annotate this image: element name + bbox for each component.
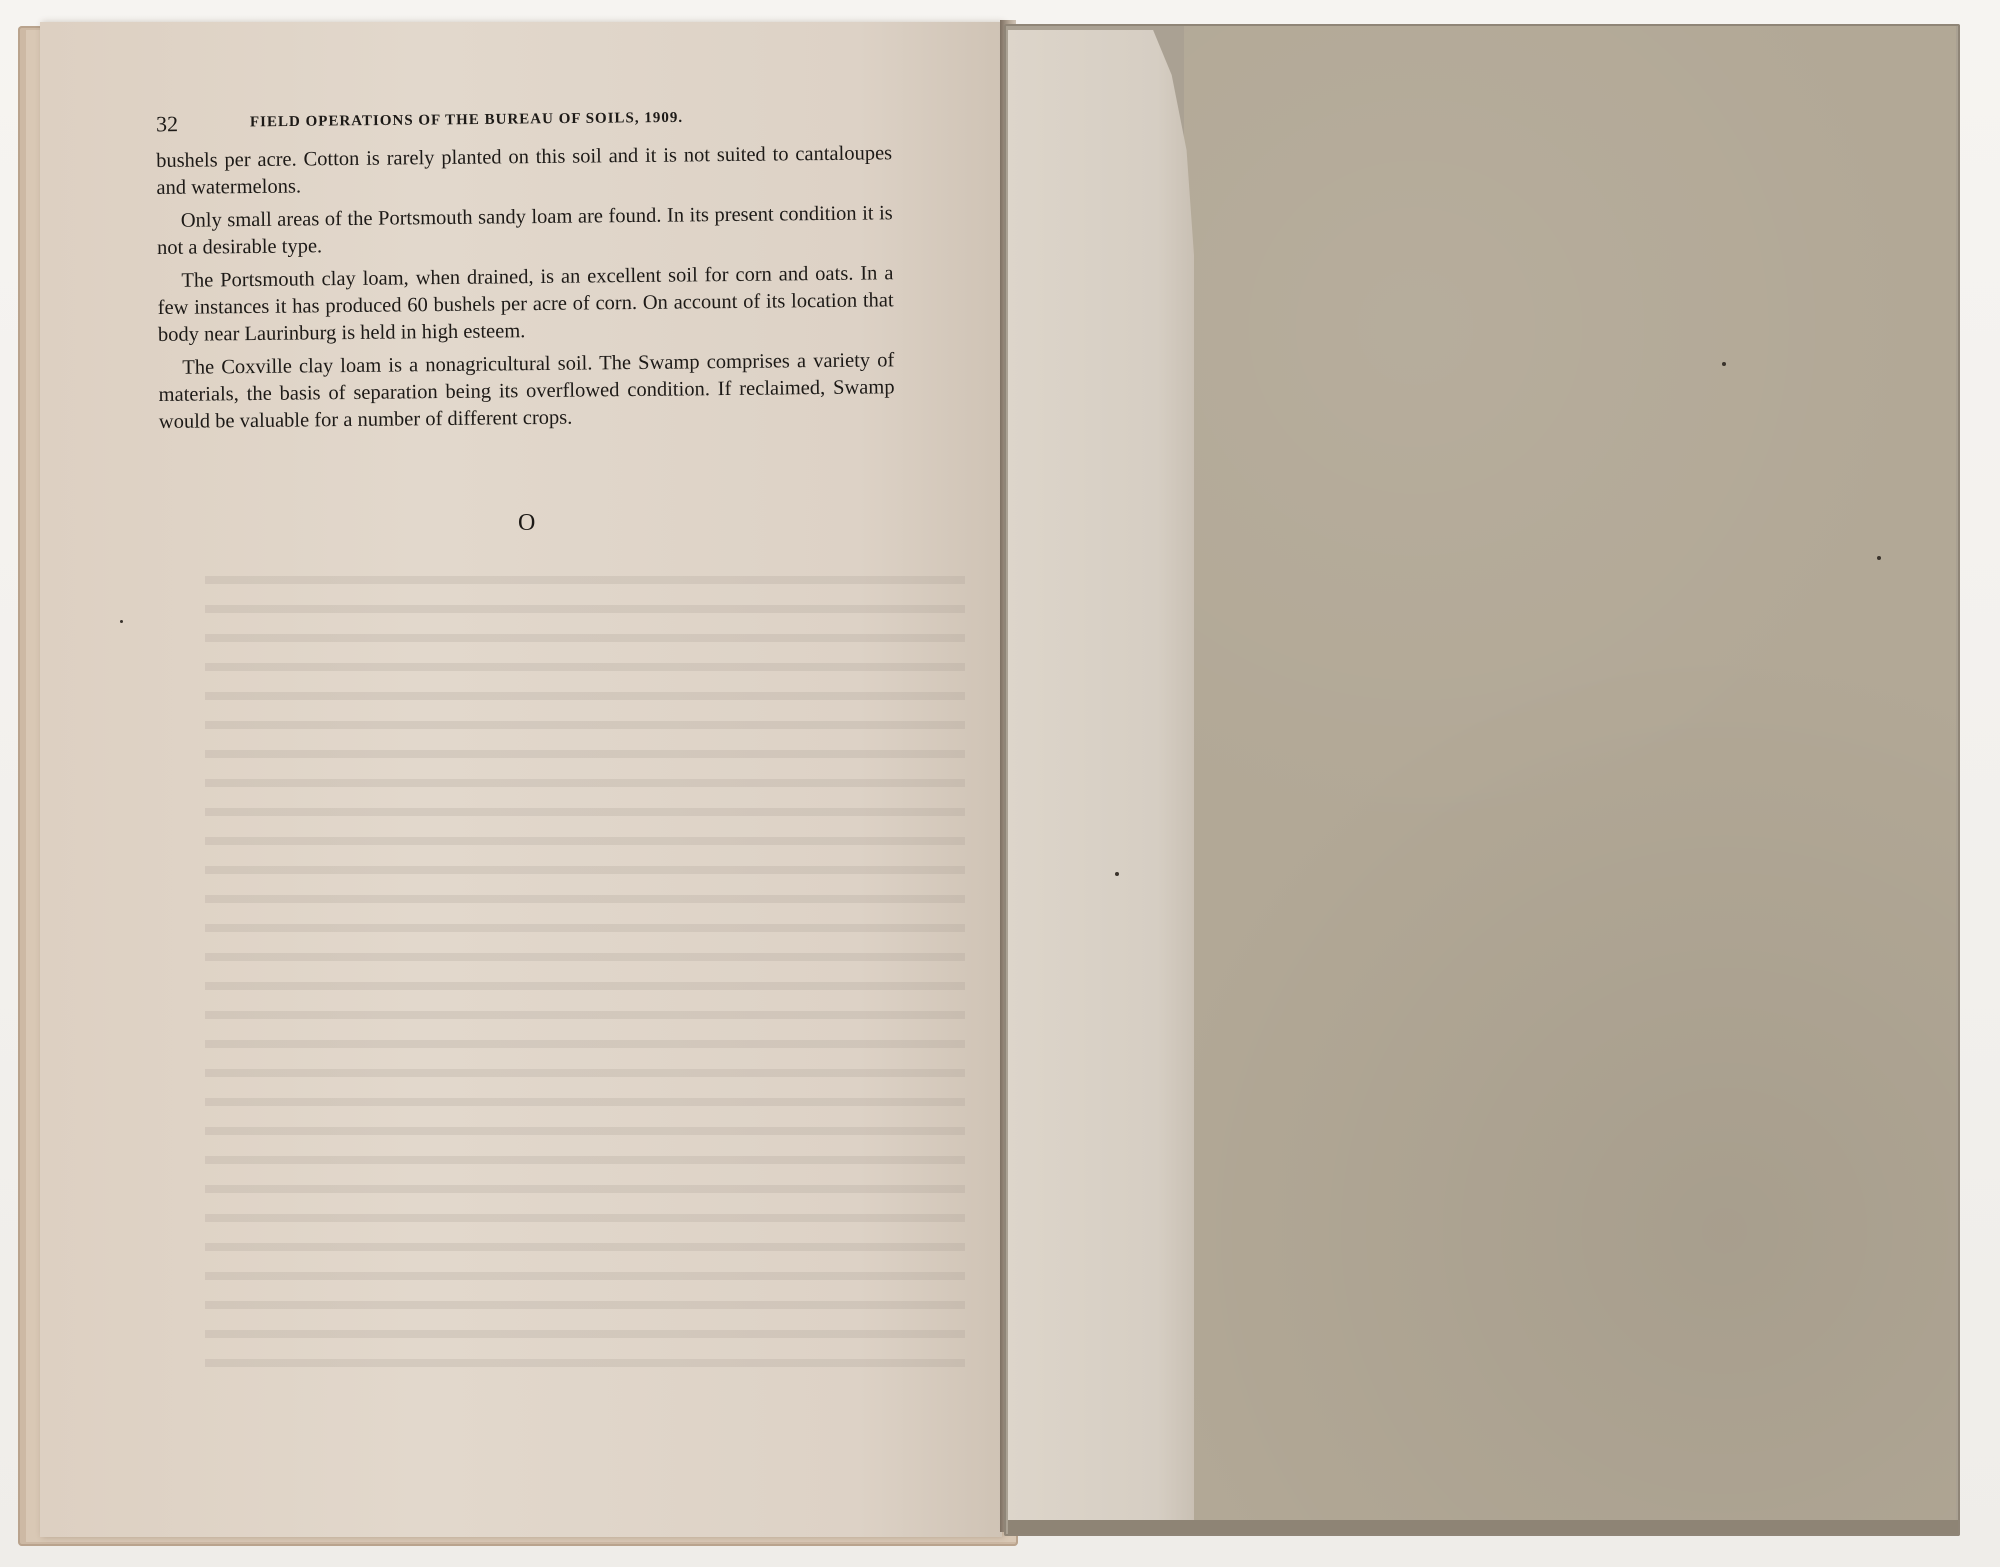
body-text: [156, 140, 895, 442]
paper-speck: [1115, 872, 1119, 876]
end-mark: O: [518, 510, 536, 536]
paragraph: bushels per acre. Cotton is rarely planted on this soil and it is not suited to cantaloupes and watermelons.: [156, 142, 893, 199]
show-through-text: [205, 562, 965, 1382]
paper-stub-strip: [1008, 30, 1194, 1532]
paper-speck: [120, 620, 123, 623]
page-number: 32: [155, 111, 179, 137]
running-head-title: FIELD OPERATIONS OF THE BUREAU OF SOILS, 1909.: [249, 109, 684, 131]
paper-speck: [1722, 362, 1726, 366]
cover-bottom-edge: [1008, 1520, 1958, 1534]
paper-speck: [1877, 556, 1881, 560]
cover-board: [1184, 26, 1956, 1532]
paragraph: Only small areas of the Portsmouth sandy loam are found. In its present condition it is not a desirable type.: [156, 202, 893, 259]
paragraph: The Portsmouth clay loam, when drained, is an excellent soil for corn and oats. In a few instances it has produced 60 bushels per acre of corn. On account of its location that body near Laurinburg is held in high esteem.: [157, 262, 894, 346]
paragraph: The Coxville clay loam is a nonagricultural soil. The Swamp comprises a variety of materials, the basis of separation being its overflowed condition. If reclaimed, Swamp would be valuable for a number of different crops.: [158, 349, 895, 433]
